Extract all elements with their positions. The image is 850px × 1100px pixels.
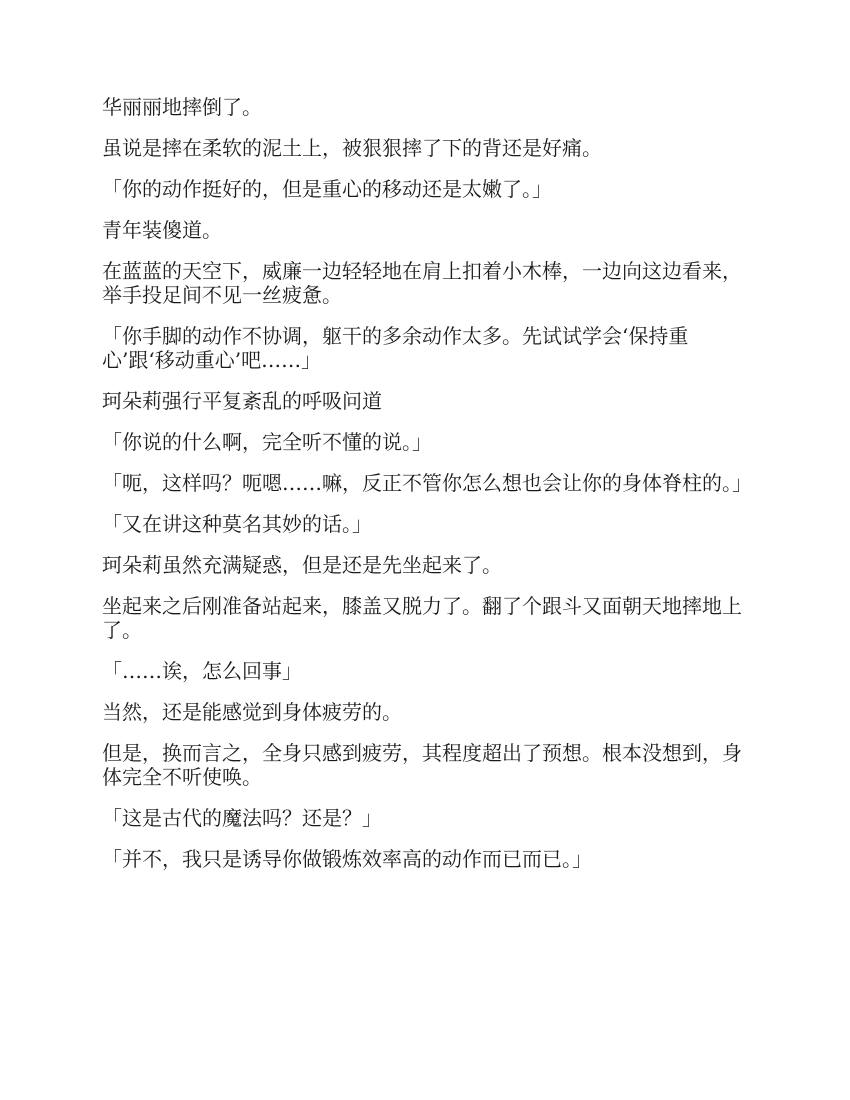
paragraph: 青年装傻道。 (102, 218, 222, 242)
document-page (102, 95, 752, 888)
paragraph: 坐起来之后刚准备站起来，膝盖又脱力了。翻了个跟斗又面朝天地摔地上了。 (102, 594, 742, 642)
paragraph: 「你说的什么啊，完全听不懂的说。」 (102, 430, 432, 454)
paragraph: 虽说是摔在柔软的泥土上，被狠狠摔了下的背还是好痛。 (102, 136, 602, 160)
paragraph: 当然，还是能感觉到身体疲劳的。 (102, 700, 402, 724)
paragraph: 「你的动作挺好的，但是重心的移动还是太嫩了。」 (102, 177, 552, 201)
paragraph: 「又在讲这种莫名其妙的话。」 (102, 512, 372, 536)
paragraph: 「并不，我只是诱导你做锻炼效率高的动作而已而已。」 (102, 847, 592, 871)
paragraph: 「……诶，怎么回事」 (102, 659, 302, 683)
paragraph: 「呃，这样吗？呃嗯……嘛，反正不管你怎么想也会让你的身体脊柱的。」 (102, 471, 752, 495)
paragraph: 但是，换而言之，全身只感到疲劳，其程度超出了预想。根本没想到，身体完全不听使唤。 (102, 741, 742, 789)
paragraph: 华丽丽地摔倒了。 (102, 95, 262, 119)
paragraph: 在蓝蓝的天空下，威廉一边轻轻地在肩上扣着小木棒，一边向这边看来，举手投足间不见一丝疲惫。 (102, 259, 742, 307)
paragraph: 珂朵莉强行平复紊乱的呼吸问道 (102, 389, 382, 413)
paragraph: 「这是古代的魔法吗？还是？」 (102, 806, 382, 830)
paragraph: 「你手脚的动作不协调，躯干的多余动作太多。先试试学会‘保持重心’跟‘移动重心’吧……」 (102, 324, 689, 372)
paragraph: 珂朵莉虽然充满疑惑，但是还是先坐起来了。 (102, 553, 502, 577)
